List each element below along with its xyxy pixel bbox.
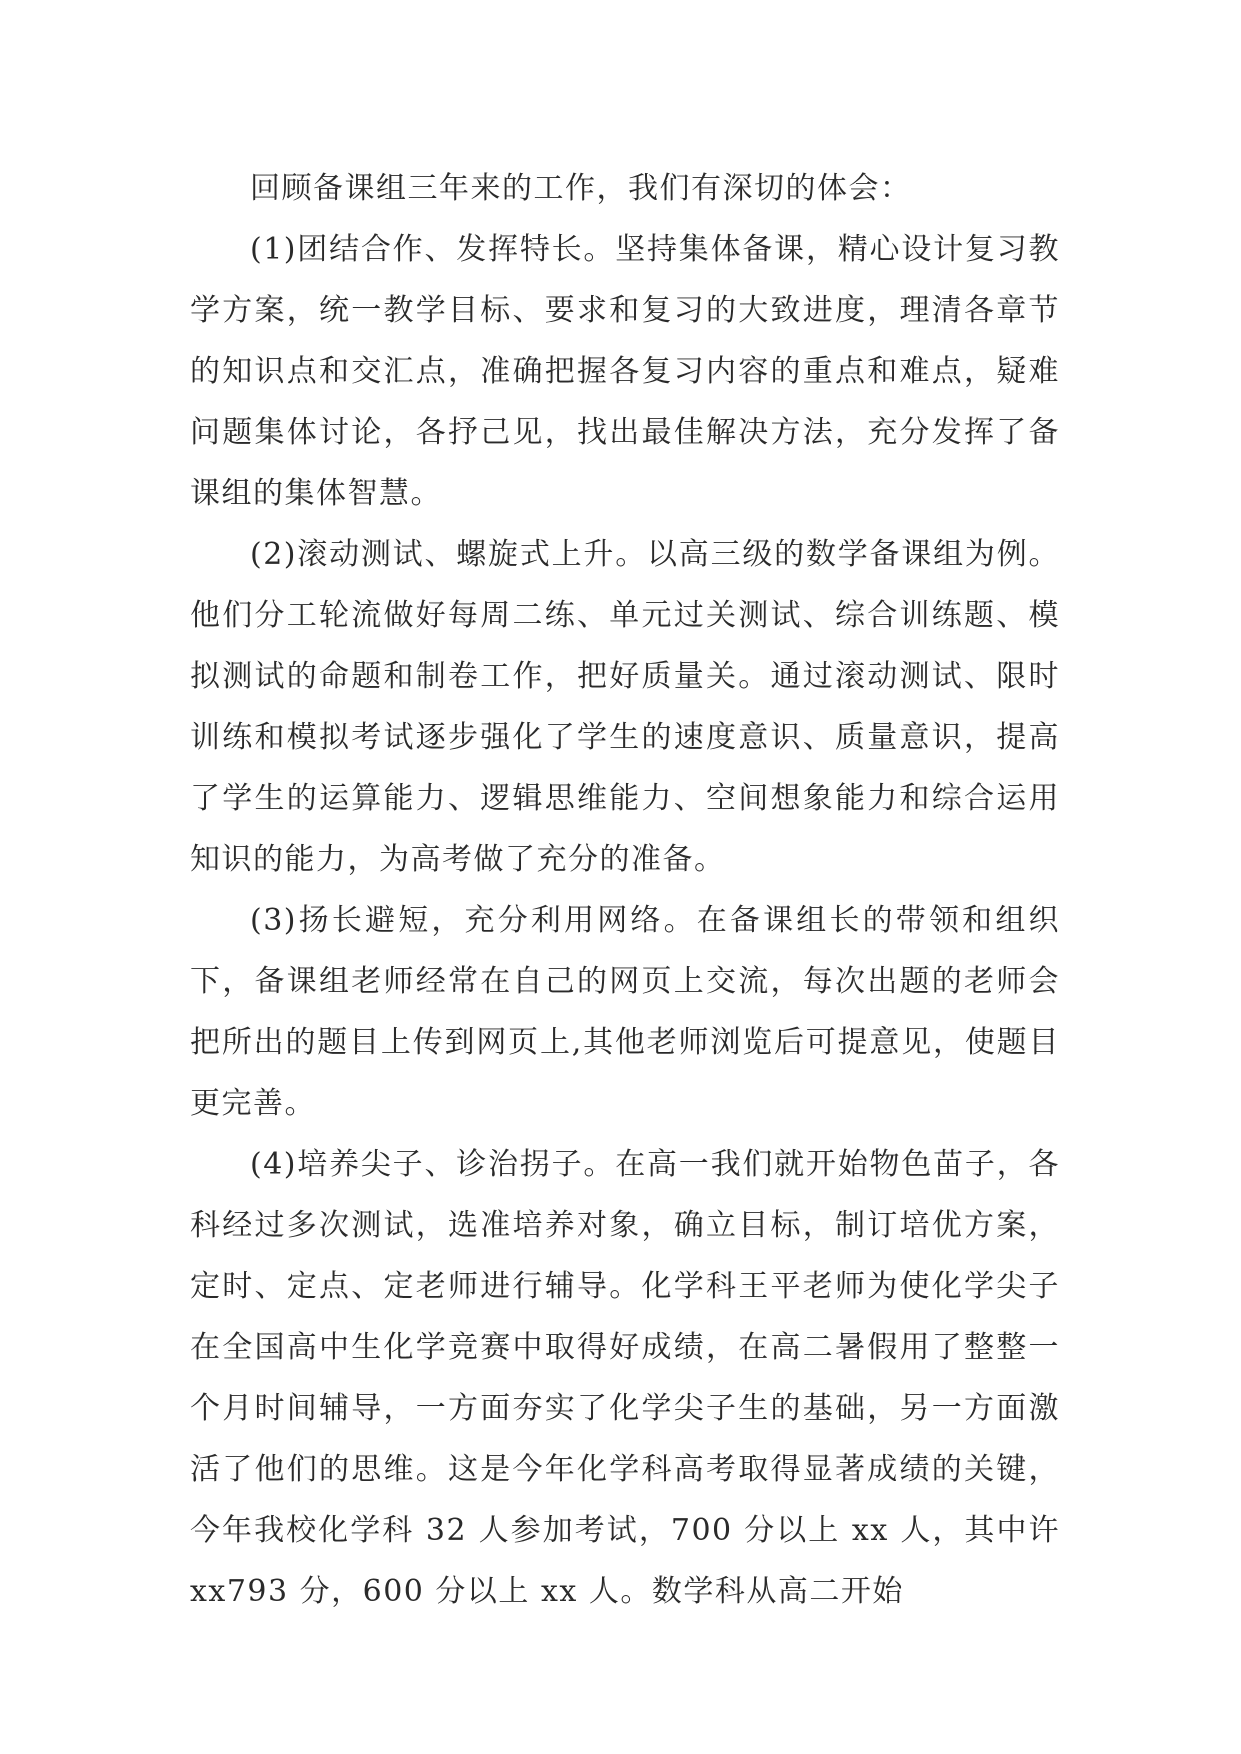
document-body: [190, 158, 1060, 1622]
paragraph-point-2: (2)滚动测试、螺旋式上升。以高三级的数学备课组为例。他们分工轮流做好每周二练、单元过关测试、综合训练题、模拟测试的命题和制卷工作，把好质量关。通过滚动测试、限时训练和模拟考试逐步强化了学生的速度意识、质量意识，提高了学生的运算能力、逻辑思维能力、空间想象能力和综合运用知识的能力，为高考做了充分的准备。: [190, 537, 1060, 877]
paragraph-point-1: (1)团结合作、发挥特长。坚持集体备课，精心设计复习教学方案，统一教学目标、要求和复习的大致进度，理清各章节的知识点和交汇点，准确把握各复习内容的重点和难点，疑难问题集体讨论，各抒己见，找出最佳解决方法，充分发挥了备课组的集体智慧。: [190, 232, 1060, 511]
paragraph-point-4: (4)培养尖子、诊治拐子。在高一我们就开始物色苗子，各科经过多次测试，选准培养对象，确立目标，制订培优方案，定时、定点、定老师进行辅导。化学科王平老师为使化学尖子在全国高中生化学竞赛中取得好成绩，在高二暑假用了整整一个月时间辅导，一方面夯实了化学尖子生的基础，另一方面激活了他们的思维。这是今年化学科高考取得显著成绩的关键，今年我校化学科 32 人参加考试，700 分以上 xx 人，其中许 xx793 分，600 分以上 xx 人。数学科从高二开始: [190, 1147, 1060, 1609]
paragraph-point-3: (3)扬长避短，充分利用网络。在备课组长的带领和组织下，备课组老师经常在自己的网页上交流，每次出题的老师会把所出的题目上传到网页上,其他老师浏览后可提意见，使题目更完善。: [190, 903, 1060, 1121]
paragraph-intro: 回顾备课组三年来的工作，我们有深切的体会：: [250, 171, 912, 206]
